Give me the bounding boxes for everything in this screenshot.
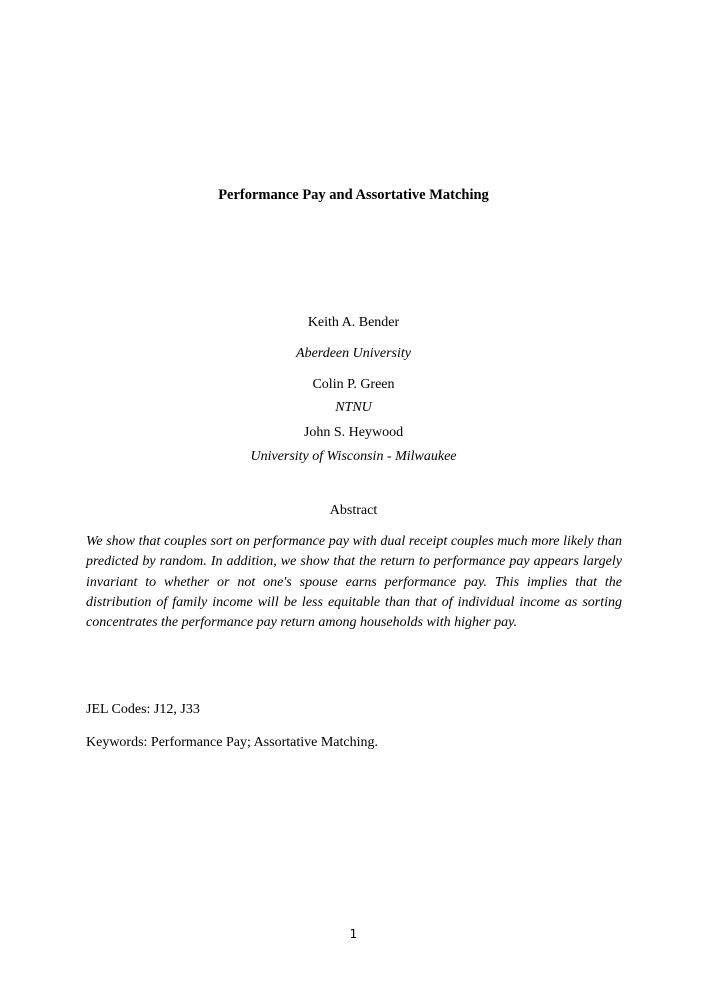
author-affiliation-2: NTNU [335,400,372,415]
page-number: 1 [349,927,358,941]
author-affiliation-3: University of Wisconsin - Milwaukee [250,449,457,464]
keywords: Keywords: Performance Pay; Assortative Matching. [86,735,378,750]
paper-title: Performance Pay and Assortative Matching [218,187,489,203]
author-name-3: John S. Heywood [303,425,404,440]
jel-codes: JEL Codes: J12, J33 [86,702,200,717]
abstract-text: We show that couples sort on performance pay with dual receipt couples much more likely than predicted by random. In addition, we show that the return to performance pay appears largely invariant to whether or not one's spouse earns performance pay. This implies that the distribution of family income will be less equitable than that of individual income as sorting concentrates the performance pay return among households with higher pay. [86,534,622,631]
abstract-heading: Abstract [329,503,378,518]
author-name-1: Keith A. Bender [307,315,400,330]
author-name-2: Colin P. Green [312,377,395,392]
author-affiliation-1: Aberdeen University [296,346,411,361]
